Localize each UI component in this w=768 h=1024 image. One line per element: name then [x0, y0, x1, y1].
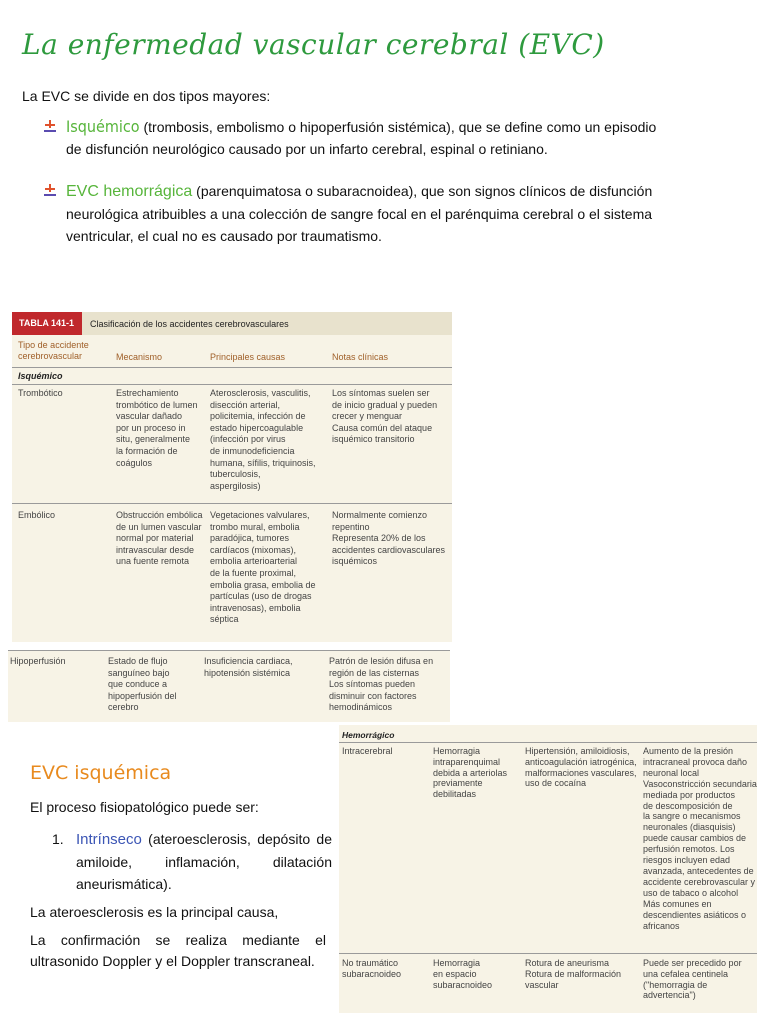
- cell-line: neuronal local: [643, 767, 700, 778]
- numbered-item: [52, 828, 332, 895]
- highlight-hemorragica: EVC hemorrágica: [66, 183, 193, 200]
- cell-line: cerebro: [108, 702, 139, 713]
- cell-line: malformaciones vasculares,: [525, 767, 637, 778]
- cell-notas: [643, 746, 757, 931]
- cell-line: accidentes cardiovasculares: [332, 544, 446, 555]
- cell-line: en espacio: [433, 968, 477, 979]
- cell-line: puede causar cambios de: [643, 833, 747, 844]
- cell-line: previamente: [433, 778, 483, 789]
- highlight-isquemico: Isquémico: [66, 117, 140, 136]
- cell-line: una cefalea centinela: [643, 968, 729, 979]
- cell-line: por un proceso in: [116, 422, 186, 433]
- col-header-mecanismo: Mecanismo: [116, 352, 163, 362]
- cell-line: de inicio gradual y pueden: [332, 399, 438, 410]
- divider: [12, 367, 452, 368]
- cell-line: Vegetaciones valvulares,: [210, 510, 310, 520]
- hemorragico-table: [339, 725, 757, 1013]
- intro-text: La EVC se divide en dos tipos mayores:: [22, 88, 271, 104]
- cell-line: trombo mural, embolia: [210, 521, 300, 532]
- cell-notas: [329, 656, 449, 714]
- cell-line: hemodinámicos: [329, 702, 393, 713]
- cell-line: de un lumen vascular: [116, 521, 202, 532]
- cell-line: (infección por virus: [210, 434, 286, 445]
- cell-line: embolia arterioarterial: [210, 556, 298, 567]
- cell-line: Estado de flujo: [108, 656, 168, 666]
- cell-line: descendientes asiáticos o: [643, 909, 747, 920]
- cell-line: uso de tabaco o alcohol: [643, 887, 739, 898]
- cell-line: avanzada, antecedentes de: [643, 865, 754, 876]
- cell-line: coágulos: [116, 457, 153, 468]
- divider: [339, 742, 757, 743]
- cell-line: tuberculosis,: [210, 469, 261, 480]
- divider: [12, 503, 452, 504]
- cell-line: de inmunodeficiencia: [210, 445, 295, 456]
- cell-line: advertencia"): [643, 990, 696, 1001]
- cell-line: accidente cerebrovascular y: [643, 876, 756, 887]
- cell-line: crecer y menguar: [332, 411, 403, 422]
- cell-tipo: [342, 958, 401, 980]
- bullet-continuation: neurológica atribuibles a una colección de sangre focal en el parénquima cerebral o el sistema: [66, 206, 653, 222]
- bullet-hemorragica: [44, 180, 704, 247]
- cell-line: anticoagulación iatrogénica,: [525, 756, 637, 767]
- col-header-notas: Notas clínicas: [332, 352, 389, 362]
- cell-line: Aumento de la presión: [643, 746, 734, 756]
- cell-line: Más comunes en: [643, 898, 712, 909]
- cell-causas: [525, 746, 639, 789]
- cell-line: disminuir con factores: [329, 690, 417, 701]
- cell-line: de descomposición de: [643, 800, 733, 811]
- bullet-continuation: ventricular, el cual no es causado por traumatismo.: [66, 228, 382, 244]
- item-number: 1.: [52, 831, 64, 847]
- hipoperfusion-table: [8, 650, 450, 722]
- cell-mecanismo: [116, 388, 206, 469]
- cell-line: uso de cocaína: [525, 778, 587, 789]
- highlight-intrinseco: Intrínseco: [76, 831, 142, 848]
- cell-tipo: Trombótico: [18, 388, 63, 398]
- cell-line: ("hemorragia de: [643, 979, 708, 990]
- cell-line: policitemia, infección de: [210, 411, 306, 422]
- cell-line: isquémico transitorio: [332, 434, 415, 445]
- cell-line: situ, generalmente: [116, 434, 191, 445]
- cell-line: riesgos incluyen edad: [643, 855, 731, 866]
- cell-line: repentino: [332, 521, 370, 532]
- cell-line: séptica: [210, 614, 239, 625]
- cell-notas: [643, 958, 757, 1001]
- bullet-text: (trombosis, embolismo o hipoperfusión sistémica), que se define como un episodio: [139, 119, 657, 135]
- section-title: EVC isquémica: [30, 762, 172, 784]
- col-header-causas: Principales causas: [210, 352, 286, 362]
- cell-line: disección arterial,: [210, 399, 281, 410]
- cell-line: Rotura de malformación: [525, 968, 622, 979]
- cell-causas: [210, 388, 328, 492]
- cell-line: Obstrucción embólica: [116, 510, 203, 520]
- cell-line: una fuente remota: [116, 556, 190, 567]
- cell-line: Los síntomas pueden: [329, 679, 416, 690]
- cell-tipo: Hipoperfusión: [10, 656, 66, 666]
- cell-line: africanos: [643, 920, 680, 931]
- cell-line: cardíacos (mixomas),: [210, 544, 297, 555]
- cell-line: Rotura de aneurisma: [525, 958, 610, 968]
- cell-line: debida a arteriolas: [433, 767, 508, 778]
- cell-tipo: Embólico: [18, 510, 56, 520]
- table-tag: TABLA 141-1: [12, 312, 82, 335]
- cell-line: No traumático: [342, 958, 399, 968]
- cell-line: embolia grasa, embolia de: [210, 579, 316, 590]
- cell-line: intravenosas), embolia: [210, 602, 301, 613]
- group-label-hemorragico: Hemorrágico: [342, 730, 395, 740]
- cell-mecanismo: [116, 510, 206, 568]
- cell-line: trombótico de lumen: [116, 399, 198, 410]
- cell-line: Patrón de lesión difusa en: [329, 656, 434, 666]
- cell-line: perfusión remotos. Los: [643, 844, 735, 855]
- cell-line: subaracnoideo: [433, 979, 493, 990]
- classification-table: [12, 312, 452, 642]
- cell-line: región de las cisternas: [329, 667, 420, 678]
- cell-line: estado hipercoagulable: [210, 422, 304, 433]
- cell-line: debilitadas: [433, 789, 477, 800]
- cell-causas: [210, 510, 328, 626]
- cell-line: aspergilosis): [210, 480, 261, 491]
- cell-line: normal por material: [116, 533, 194, 544]
- cell-line: Estrechamiento: [116, 388, 179, 398]
- cell-line: Aterosclerosis, vasculitis,: [210, 388, 311, 398]
- divider: [339, 953, 757, 954]
- section-paragraph: La confirmación se realiza mediante el ultrasonido Doppler y el Doppler transcraneal.: [30, 932, 326, 969]
- cell-line: humana, sífilis, triquinosis,: [210, 457, 316, 468]
- cell-line: que conduce a: [108, 679, 168, 690]
- cell-line: sanguíneo bajo: [108, 667, 170, 678]
- cell-line: mediada por productos: [643, 789, 736, 800]
- cell-line: intracraneal provoca daño: [643, 756, 748, 767]
- page-title: La enfermedad vascular cerebral (EVC): [22, 28, 605, 61]
- cell-line: Normalmente comienzo: [332, 510, 428, 520]
- cell-line: de la fuente proximal,: [210, 567, 297, 578]
- cell-line: la formación de: [116, 445, 178, 456]
- cell-line: vascular dañado: [116, 411, 183, 422]
- cell-line: hipoperfusión del: [108, 690, 177, 701]
- cell-line: subaracnoideo: [342, 968, 402, 979]
- bullet-text: (parenquimatosa o subaracnoidea), que son signos clínicos de disfunción: [192, 183, 653, 199]
- cell-notas: [332, 388, 450, 446]
- group-label-isquemico: Isquémico: [18, 371, 63, 381]
- divider: [12, 384, 452, 385]
- col-header-tipo: Tipo de accidente cerebrovascular: [18, 340, 89, 361]
- cell-mecanismo: [108, 656, 200, 714]
- cell-line: Los síntomas suelen ser: [332, 388, 430, 398]
- cell-line: Hipertensión, amiloidiosis,: [525, 746, 630, 756]
- arrow-down-bullet-icon: [44, 183, 56, 197]
- cell-line: hipotensión sistémica: [204, 667, 291, 678]
- section-paragraph: La ateroesclerosis es la principal causa,: [30, 904, 279, 920]
- section-paragraph: El proceso fisiopatológico puede ser:: [30, 799, 259, 815]
- bullet-continuation: de disfunción neurológico causado por un infarto cerebral, espinal o retiniano.: [66, 141, 548, 157]
- cell-line: vascular: [525, 979, 559, 990]
- cell-line: Puede ser precedido por: [643, 958, 742, 968]
- bullet-isquemico: [44, 116, 704, 160]
- cell-line: isquémicos: [332, 556, 378, 567]
- arrow-down-bullet-icon: [44, 119, 56, 133]
- cell-notas: [332, 510, 450, 568]
- cell-line: partículas (uso de drogas: [210, 591, 312, 602]
- cell-causas: [204, 656, 324, 679]
- cell-line: Insuficiencia cardiaca,: [204, 656, 293, 666]
- cell-line: Causa común del ataque: [332, 422, 433, 433]
- divider: [8, 650, 450, 651]
- cell-line: Hemorragia: [433, 746, 481, 756]
- cell-line: paradójica, tumores: [210, 533, 290, 544]
- table-caption: Clasificación de los accidentes cerebrovasculares: [90, 319, 289, 329]
- cell-mecanismo: [433, 746, 521, 800]
- cell-line: la sangre o mecanismos: [643, 811, 741, 822]
- item-text: (ateroesclerosis, depósito de amiloide, inflamación, dilatación aneurismática).: [76, 831, 332, 892]
- cell-causas: [525, 958, 639, 990]
- cell-line: Representa 20% de los: [332, 533, 426, 544]
- cell-mecanismo: [433, 958, 521, 990]
- cell-line: intravascular desde: [116, 544, 195, 555]
- cell-line: neuronales (diasquisis): [643, 822, 736, 833]
- cell-line: Hemorragia: [433, 958, 481, 968]
- cell-line: Vasoconstricción secundaria: [643, 778, 757, 789]
- cell-tipo: Intracerebral: [342, 746, 393, 756]
- cell-line: intraparenquimal: [433, 756, 501, 767]
